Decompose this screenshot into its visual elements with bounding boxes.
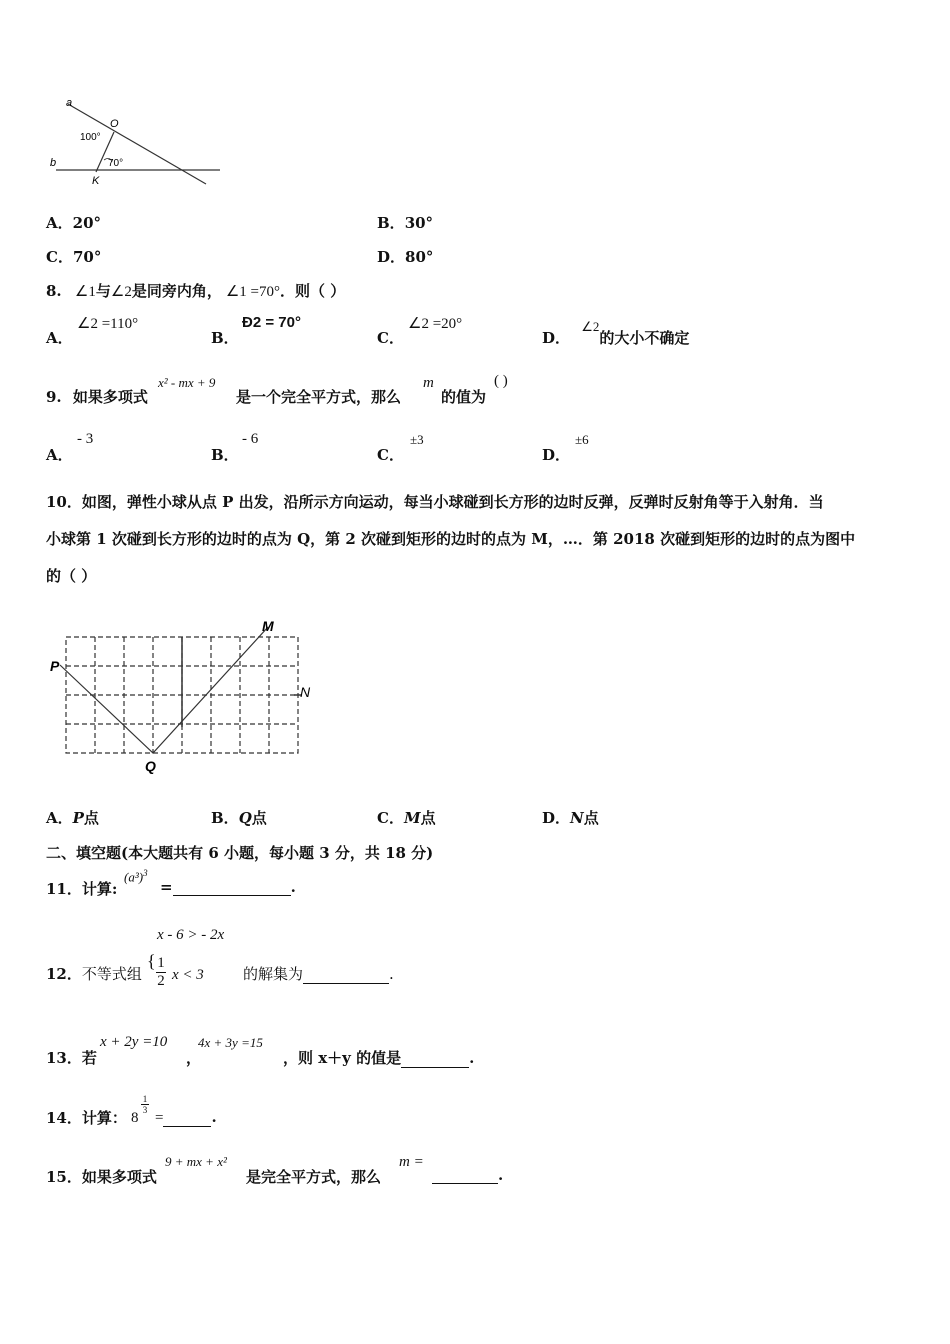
q12-stem [46, 963, 142, 984]
q12-ineq-1: x - 6 > - 2x [157, 927, 225, 943]
q9-option-a[interactable] [46, 444, 73, 465]
q13-eq-2: 4x + 3y =15 [198, 1035, 263, 1050]
question-number: 14． [46, 1109, 82, 1127]
q8-option-b[interactable] [211, 327, 239, 348]
q13-answer-blank[interactable] [401, 1053, 469, 1068]
option-letter: C． [377, 329, 404, 347]
line-a [68, 104, 206, 184]
q12-ineq-2: x < 3 [172, 967, 204, 983]
stem-text: ．则（ ） [280, 282, 346, 300]
q9-option-d[interactable] [542, 444, 570, 465]
q9-option-b-math: - 6 [242, 431, 259, 447]
option-text: 70° [72, 248, 102, 266]
stem-text: 如果多项式 [81, 1168, 157, 1186]
option-text: 20° [72, 214, 102, 232]
option-var: N [570, 809, 584, 827]
q10-option-c[interactable] [377, 807, 436, 828]
option-letter: C． [46, 248, 73, 266]
expr-base: (a³) [124, 869, 144, 885]
option-letter: A． [46, 446, 73, 464]
q9-option-c[interactable] [377, 444, 404, 465]
q14-answer-blank[interactable] [163, 1112, 211, 1127]
option-var: P [72, 809, 84, 827]
option-text: 点 [420, 809, 436, 827]
q12-answer [243, 963, 394, 984]
stem-text: 不等式组 [81, 965, 142, 983]
q10-option-a[interactable] [46, 807, 99, 828]
q10-line-3: 的（ ） [46, 567, 97, 585]
option-letter: A． [46, 214, 73, 232]
angle-2: ∠2 [581, 319, 600, 334]
label-k: K [92, 175, 100, 187]
option-letter: C． [377, 809, 404, 827]
period: . [211, 1108, 217, 1126]
q10-line-1: 10．如图，弹性小球从点 P 出发，沿所示方向运动，每当小球碰到长方形的边时反弹，反弹时反射角等于入射角．当 [46, 493, 824, 511]
period: . [469, 1049, 475, 1067]
option-letter: B． [211, 809, 239, 827]
q9-polynomial: x² - mx + 9 [158, 375, 216, 390]
q15-polynomial: 9 + mx + x² [165, 1154, 227, 1169]
q9-stem [46, 386, 148, 407]
q15-answer-blank[interactable] [432, 1169, 498, 1184]
q9-option-d-math: ±6 [575, 432, 589, 447]
option-letter: A． [46, 809, 73, 827]
option-text: 点 [251, 809, 267, 827]
q9-option-a-math: - 3 [77, 431, 94, 447]
q14-answer [155, 1108, 217, 1127]
stem-text: 的解集为 [243, 965, 304, 983]
q9-option-b[interactable] [211, 444, 239, 465]
q10-option-d[interactable] [542, 807, 599, 828]
option-text: 点 [583, 809, 599, 827]
label-a: a [66, 97, 73, 109]
q14-stem [46, 1107, 127, 1128]
option-letter: B． [211, 329, 239, 347]
ball-path [60, 627, 268, 753]
q15-stem-mid: 是完全平方式，那么 [246, 1168, 382, 1186]
stem-text: 若 [81, 1049, 97, 1067]
option-text: 80° [405, 248, 434, 266]
question-number: 12． [46, 965, 82, 983]
option-letter: B． [211, 446, 239, 464]
q7-option-c[interactable] [46, 246, 101, 267]
equals: = [160, 878, 173, 896]
q15-m-var: m = [399, 1154, 424, 1170]
question-number: 9. [46, 388, 62, 406]
option-letter: C． [377, 446, 404, 464]
frac-numerator: 1 [157, 955, 165, 971]
q11-stem [46, 878, 117, 899]
frac-denominator: 2 [157, 973, 165, 989]
question-number: 8. [46, 282, 62, 300]
q12-frac [156, 955, 166, 990]
option-text: 30° [404, 214, 434, 232]
section-2-heading: 二、填空题(本大题共有 6 小题，每小题 3 分，共 18 分) [46, 844, 434, 862]
label-n: N [300, 684, 311, 700]
angle-2: ∠2 [110, 284, 132, 300]
q9-stem-mid: 是一个完全平方式，那么 [236, 388, 402, 406]
option-var: M [403, 809, 421, 827]
exp-numerator: 1 [142, 1094, 148, 1104]
q7-option-d[interactable] [377, 246, 433, 267]
q10-line-2: 小球第 1 次碰到长方形的边时的点为 Q，第 2 次碰到矩形的边时的点为 M，…．第 2018 次碰到矩形的边时的点为图中 [46, 530, 856, 548]
label-p: P [50, 658, 60, 674]
angle-1: ∠1 [74, 284, 96, 300]
q9-option-c-math: ±3 [410, 432, 424, 447]
question-number: 11． [46, 880, 82, 898]
stem-text: 与 [95, 282, 111, 300]
q10-option-b[interactable] [211, 807, 267, 828]
option-letter: B． [377, 214, 405, 232]
q9-var-m: m [423, 375, 434, 391]
q8-option-d[interactable] [542, 319, 690, 348]
option-letter: D． [542, 446, 571, 464]
option-var: Q [238, 809, 252, 827]
option-text: 点 [83, 809, 99, 827]
option-letter: D． [377, 248, 406, 266]
option-letter: A． [46, 329, 73, 347]
q7-option-b[interactable] [377, 212, 433, 233]
angle-1-value: ∠1 =70° [225, 284, 280, 300]
stem-text: ，则 x＋y 的值是 [283, 1049, 402, 1067]
q13-stem [46, 1047, 97, 1068]
q7-option-a[interactable] [46, 212, 101, 233]
period: . [389, 965, 394, 983]
expr-exponent: 3 [143, 868, 148, 878]
q8-option-a[interactable] [46, 327, 73, 348]
stem-text: 如果多项式 [72, 388, 148, 406]
label-m: M [262, 618, 274, 634]
question-number: 15． [46, 1168, 82, 1186]
exp-denominator: 3 [142, 1105, 148, 1115]
option-letter: D． [542, 809, 571, 827]
q13-comma: ， [186, 1049, 202, 1067]
angle-100-label: 100° [80, 132, 101, 143]
q8-option-a-math: ∠2 =110° [77, 316, 139, 332]
q12-answer-blank[interactable] [303, 969, 389, 984]
q11-expr [124, 868, 148, 885]
q13-eq-1: x + 2y =10 [100, 1034, 168, 1050]
q8-stem [46, 280, 345, 301]
q14-exponent [141, 1094, 149, 1115]
q11-answer-blank[interactable] [173, 881, 291, 896]
question-number: 13． [46, 1049, 82, 1067]
q14-base: 8 [131, 1110, 139, 1126]
stem-text: 计算： [81, 1109, 127, 1127]
label-b: b [50, 157, 57, 169]
q15-answer [432, 1166, 503, 1184]
label-o: O [110, 118, 119, 130]
equals: = [155, 1110, 164, 1126]
q8-option-c-math: ∠2 =20° [408, 316, 463, 332]
q13-answer [283, 1047, 474, 1068]
q11-answer [160, 878, 296, 896]
option-letter: D． [542, 329, 571, 347]
q8-option-b-math: Ð2 = 70° [242, 314, 301, 331]
q15-stem [46, 1166, 157, 1187]
q8-option-c[interactable] [377, 327, 404, 348]
period: . [498, 1166, 504, 1184]
stem-text: 是同旁内角， [131, 282, 222, 300]
q7-angle-figure [48, 94, 228, 190]
q9-answer-paren: ( ) [494, 373, 508, 389]
q10-grid-figure [44, 615, 324, 775]
label-q: Q [145, 758, 156, 774]
q12-brace: { [147, 951, 156, 971]
q9-stem-end: 的值为 [441, 388, 487, 406]
option-text: 的大小不确定 [599, 329, 690, 347]
angle-70-label: 70° [108, 158, 124, 169]
period: . [290, 878, 296, 896]
stem-text: 计算: [81, 880, 118, 898]
